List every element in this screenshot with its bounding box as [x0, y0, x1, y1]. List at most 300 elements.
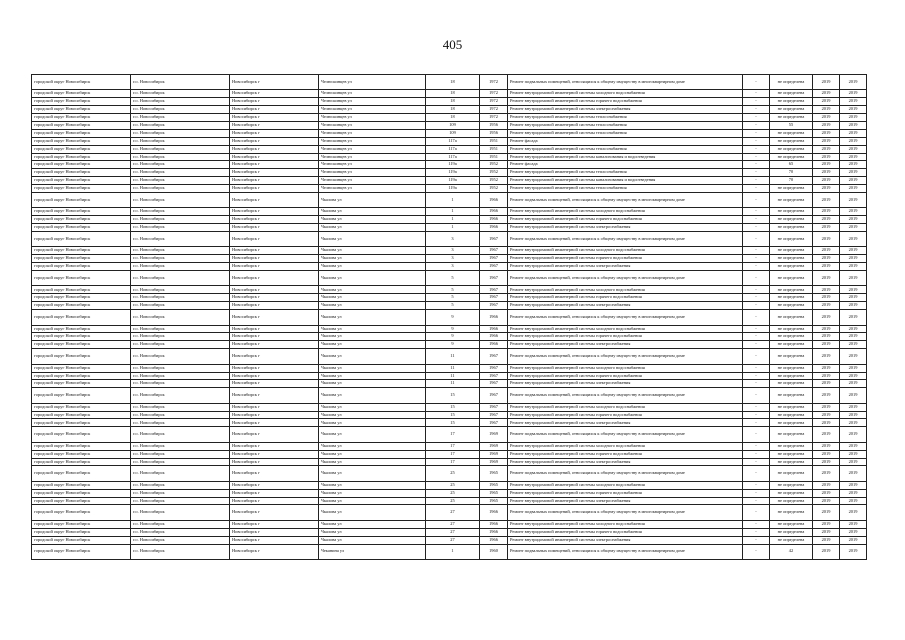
cell-work-type: Ремонт внутридомовой инженерной системы электроснабжения — [508, 419, 743, 427]
cell-locality: Новосибирск г — [230, 121, 319, 129]
cell-start-year: 2019 — [813, 263, 840, 271]
cell-municipality: городской округ Новосибирск — [32, 427, 131, 442]
cell-municipality: городской округ Новосибирск — [32, 364, 131, 372]
capital-repair-table — [31, 74, 867, 560]
cell-locality: Новосибирск г — [230, 450, 319, 458]
cell-municipality: городской округ Новосибирск — [32, 129, 131, 137]
cell-end-year: 2019 — [840, 520, 867, 528]
cell-street: Чкалова ул — [319, 411, 426, 419]
cell-street: Чкалова ул — [319, 263, 426, 271]
cell-cost: не определена — [770, 208, 813, 216]
cell-locality: Новосибирск г — [230, 129, 319, 137]
table-row — [32, 169, 867, 177]
cell-work-type: Ремонт внутридомовой инженерной системы электроснабжения — [508, 458, 743, 466]
cell-cost: не определена — [770, 427, 813, 442]
cell-locality: Новосибирск г — [230, 106, 319, 114]
cell-build-year: 1967 — [480, 380, 508, 388]
cell-cost: не определена — [770, 185, 813, 193]
cell-settlement-area: г.о. Новосибирск — [131, 341, 230, 349]
cell-start-year: 2019 — [813, 129, 840, 137]
cell-house-number: 17 — [426, 450, 480, 458]
cell-locality: Новосибирск г — [230, 224, 319, 232]
cell-build-year: 1952 — [480, 161, 508, 169]
table-row — [32, 544, 867, 559]
cell-cost: 42 — [770, 544, 813, 559]
cell-locality: Новосибирск г — [230, 192, 319, 207]
cell-end-year: 2019 — [840, 536, 867, 544]
cell-build-year: 1966 — [480, 341, 508, 349]
cell-house-number: 11 — [426, 349, 480, 364]
cell-cost: не определена — [770, 286, 813, 294]
cell-locality: Новосибирск г — [230, 325, 319, 333]
cell-house-number: 119а — [426, 169, 480, 177]
table-row — [32, 271, 867, 286]
cell-locality: Новосибирск г — [230, 161, 319, 169]
cell-dash: - — [743, 114, 770, 122]
cell-work-type: Ремонт подвальных помещений, относящихся к общему имуществу в многоквартирном доме — [508, 271, 743, 286]
cell-cost: не определена — [770, 145, 813, 153]
table-row — [32, 536, 867, 544]
cell-start-year: 2019 — [813, 450, 840, 458]
table-row — [32, 286, 867, 294]
cell-settlement-area: г.о. Новосибирск — [131, 325, 230, 333]
cell-settlement-area: г.о. Новосибирск — [131, 247, 230, 255]
cell-start-year: 2019 — [813, 98, 840, 106]
cell-start-year: 2019 — [813, 536, 840, 544]
cell-end-year: 2019 — [840, 349, 867, 364]
cell-street: Чкалова ул — [319, 310, 426, 325]
cell-cost: не определена — [770, 310, 813, 325]
table-row — [32, 419, 867, 427]
cell-end-year: 2019 — [840, 263, 867, 271]
cell-work-type: Ремонт подвальных помещений, относящихся к общему имуществу в многоквартирном доме — [508, 544, 743, 559]
cell-build-year: 1952 — [480, 169, 508, 177]
cell-work-type: Ремонт внутридомовой инженерной системы горячего водоснабжения — [508, 98, 743, 106]
cell-municipality: городской округ Новосибирск — [32, 481, 131, 489]
cell-build-year: 1966 — [480, 208, 508, 216]
cell-settlement-area: г.о. Новосибирск — [131, 388, 230, 403]
cell-dash: - — [743, 372, 770, 380]
table-row — [32, 106, 867, 114]
table-row — [32, 153, 867, 161]
cell-settlement-area: г.о. Новосибирск — [131, 145, 230, 153]
table-row — [32, 333, 867, 341]
cell-build-year: 1965 — [480, 497, 508, 505]
cell-dash: - — [743, 185, 770, 193]
cell-settlement-area: г.о. Новосибирск — [131, 192, 230, 207]
cell-municipality: городской округ Новосибирск — [32, 302, 131, 310]
cell-work-type: Ремонт внутридомовой инженерной системы холодного водоснабжения — [508, 325, 743, 333]
cell-dash: - — [743, 341, 770, 349]
cell-start-year: 2019 — [813, 310, 840, 325]
cell-settlement-area: г.о. Новосибирск — [131, 224, 230, 232]
cell-street: Чкалова ул — [319, 349, 426, 364]
cell-work-type: Ремонт внутридомовой инженерной системы холодного водоснабжения — [508, 90, 743, 98]
cell-build-year: 1966 — [480, 216, 508, 224]
cell-locality: Новосибирск г — [230, 98, 319, 106]
cell-work-type: Ремонт внутридомовой инженерной системы электроснабжения — [508, 536, 743, 544]
cell-start-year: 2019 — [813, 145, 840, 153]
cell-start-year: 2019 — [813, 388, 840, 403]
cell-cost: не определена — [770, 403, 813, 411]
cell-settlement-area: г.о. Новосибирск — [131, 271, 230, 286]
cell-start-year: 2019 — [813, 325, 840, 333]
cell-municipality: городской округ Новосибирск — [32, 90, 131, 98]
cell-build-year: 1969 — [480, 458, 508, 466]
cell-house-number: 3 — [426, 263, 480, 271]
cell-locality: Новосибирск г — [230, 247, 319, 255]
cell-house-number: 15 — [426, 403, 480, 411]
cell-settlement-area: г.о. Новосибирск — [131, 450, 230, 458]
cell-house-number: 109 — [426, 129, 480, 137]
table-row — [32, 216, 867, 224]
cell-end-year: 2019 — [840, 325, 867, 333]
cell-street: Чкалова ул — [319, 364, 426, 372]
cell-house-number: 11 — [426, 380, 480, 388]
cell-work-type: Ремонт подвальных помещений, относящихся к общему имуществу в многоквартирном доме — [508, 192, 743, 207]
cell-house-number: 119а — [426, 177, 480, 185]
cell-locality: Новосибирск г — [230, 427, 319, 442]
cell-street: Чкалова ул — [319, 489, 426, 497]
cell-municipality: городской округ Новосибирск — [32, 450, 131, 458]
cell-build-year: 1967 — [480, 271, 508, 286]
cell-locality: Новосибирск г — [230, 466, 319, 481]
cell-cost: не определена — [770, 153, 813, 161]
cell-locality: Новосибирск г — [230, 364, 319, 372]
cell-municipality: городской округ Новосибирск — [32, 263, 131, 271]
cell-settlement-area: г.о. Новосибирск — [131, 333, 230, 341]
cell-cost: не определена — [770, 450, 813, 458]
cell-locality: Новосибирск г — [230, 153, 319, 161]
cell-house-number: 25 — [426, 481, 480, 489]
cell-street: Чкалова ул — [319, 224, 426, 232]
cell-work-type: Ремонт подвальных помещений, относящихся к общему имуществу в многоквартирном доме — [508, 505, 743, 520]
cell-municipality: городской округ Новосибирск — [32, 341, 131, 349]
cell-municipality: городской округ Новосибирск — [32, 192, 131, 207]
cell-municipality: городской округ Новосибирск — [32, 310, 131, 325]
cell-dash: - — [743, 536, 770, 544]
cell-dash: - — [743, 247, 770, 255]
cell-house-number: 9 — [426, 310, 480, 325]
cell-end-year: 2019 — [840, 458, 867, 466]
cell-municipality: городской округ Новосибирск — [32, 349, 131, 364]
cell-settlement-area: г.о. Новосибирск — [131, 427, 230, 442]
cell-house-number: 27 — [426, 520, 480, 528]
cell-dash: - — [743, 380, 770, 388]
cell-street: Челюскинцев ул — [319, 169, 426, 177]
cell-work-type: Ремонт внутридомовой инженерной системы горячего водоснабжения — [508, 528, 743, 536]
cell-locality: Новосибирск г — [230, 419, 319, 427]
cell-street: Челюскинцев ул — [319, 161, 426, 169]
cell-dash: - — [743, 177, 770, 185]
cell-locality: Новосибирск г — [230, 388, 319, 403]
cell-municipality: городской округ Новосибирск — [32, 325, 131, 333]
cell-work-type: Ремонт внутридомовой инженерной системы электроснабжения — [508, 497, 743, 505]
cell-start-year: 2019 — [813, 153, 840, 161]
cell-end-year: 2019 — [840, 177, 867, 185]
cell-locality: Новосибирск г — [230, 442, 319, 450]
cell-start-year: 2019 — [813, 255, 840, 263]
cell-settlement-area: г.о. Новосибирск — [131, 380, 230, 388]
cell-house-number: 1 — [426, 216, 480, 224]
cell-work-type: Ремонт внутридомовой инженерной системы теплоснабжения — [508, 121, 743, 129]
cell-work-type: Ремонт внутридомовой инженерной системы теплоснабжения — [508, 185, 743, 193]
cell-street: Чкалова ул — [319, 286, 426, 294]
table-row — [32, 185, 867, 193]
cell-locality: Новосибирск г — [230, 372, 319, 380]
cell-work-type: Ремонт внутридомовой инженерной системы горячего водоснабжения — [508, 333, 743, 341]
cell-municipality: городской округ Новосибирск — [32, 271, 131, 286]
cell-dash: - — [743, 325, 770, 333]
cell-work-type: Ремонт подвальных помещений, относящихся к общему имуществу в многоквартирном доме — [508, 310, 743, 325]
cell-municipality: городской округ Новосибирск — [32, 497, 131, 505]
cell-house-number: 117а — [426, 145, 480, 153]
cell-locality: Новосибирск г — [230, 481, 319, 489]
cell-start-year: 2019 — [813, 192, 840, 207]
cell-dash: - — [743, 489, 770, 497]
cell-locality: Новосибирск г — [230, 232, 319, 247]
cell-street: Чкалова ул — [319, 372, 426, 380]
cell-street: Челюскинцев ул — [319, 75, 426, 90]
cell-house-number: 5 — [426, 294, 480, 302]
cell-cost: не определена — [770, 247, 813, 255]
cell-start-year: 2019 — [813, 208, 840, 216]
cell-build-year: 1967 — [480, 372, 508, 380]
cell-build-year: 1966 — [480, 536, 508, 544]
cell-dash: - — [743, 466, 770, 481]
cell-cost: не определена — [770, 481, 813, 489]
cell-dash: - — [743, 427, 770, 442]
cell-house-number: 27 — [426, 528, 480, 536]
cell-house-number: 18 — [426, 106, 480, 114]
cell-street: Чкалова ул — [319, 325, 426, 333]
cell-start-year: 2019 — [813, 177, 840, 185]
cell-settlement-area: г.о. Новосибирск — [131, 177, 230, 185]
cell-work-type: Ремонт внутридомовой инженерной системы холодного водоснабжения — [508, 520, 743, 528]
cell-street: Чкалова ул — [319, 341, 426, 349]
cell-dash: - — [743, 544, 770, 559]
cell-house-number: 5 — [426, 302, 480, 310]
cell-settlement-area: г.о. Новосибирск — [131, 90, 230, 98]
cell-locality: Новосибирск г — [230, 497, 319, 505]
cell-settlement-area: г.о. Новосибирск — [131, 137, 230, 145]
cell-build-year: 1967 — [480, 255, 508, 263]
cell-municipality: городской округ Новосибирск — [32, 208, 131, 216]
cell-dash: - — [743, 90, 770, 98]
cell-settlement-area: г.о. Новосибирск — [131, 403, 230, 411]
cell-work-type: Ремонт внутридомовой инженерной системы холодного водоснабжения — [508, 286, 743, 294]
table-row — [32, 161, 867, 169]
cell-build-year: 1956 — [480, 121, 508, 129]
cell-settlement-area: г.о. Новосибирск — [131, 442, 230, 450]
cell-end-year: 2019 — [840, 192, 867, 207]
cell-end-year: 2019 — [840, 153, 867, 161]
table-row — [32, 177, 867, 185]
cell-locality: Новосибирск г — [230, 489, 319, 497]
cell-end-year: 2019 — [840, 372, 867, 380]
cell-end-year: 2019 — [840, 129, 867, 137]
cell-work-type: Ремонт внутридомовой инженерной системы теплоснабжения — [508, 145, 743, 153]
cell-dash: - — [743, 419, 770, 427]
cell-work-type: Ремонт внутридомовой инженерной системы электроснабжения — [508, 380, 743, 388]
cell-end-year: 2019 — [840, 169, 867, 177]
cell-house-number: 17 — [426, 427, 480, 442]
cell-house-number: 17 — [426, 442, 480, 450]
cell-locality: Новосибирск г — [230, 263, 319, 271]
cell-municipality: городской округ Новосибирск — [32, 121, 131, 129]
table-row — [32, 232, 867, 247]
cell-cost: не определена — [770, 325, 813, 333]
cell-house-number: 27 — [426, 505, 480, 520]
cell-build-year: 1966 — [480, 310, 508, 325]
cell-build-year: 1972 — [480, 98, 508, 106]
cell-work-type: Ремонт внутридомовой инженерной системы холодного водоснабжения — [508, 208, 743, 216]
cell-dash: - — [743, 137, 770, 145]
cell-start-year: 2019 — [813, 520, 840, 528]
cell-end-year: 2019 — [840, 208, 867, 216]
table-row — [32, 380, 867, 388]
cell-work-type: Ремонт внутридомовой инженерной системы электроснабжения — [508, 341, 743, 349]
cell-house-number: 15 — [426, 411, 480, 419]
cell-locality: Новосибирск г — [230, 114, 319, 122]
cell-locality: Новосибирск г — [230, 271, 319, 286]
cell-street: Челюскинцев ул — [319, 121, 426, 129]
cell-cost: не определена — [770, 255, 813, 263]
cell-locality: Новосибирск г — [230, 90, 319, 98]
cell-work-type: Ремонт внутридомовой инженерной системы горячего водоснабжения — [508, 255, 743, 263]
cell-street: Чкалова ул — [319, 505, 426, 520]
cell-dash: - — [743, 333, 770, 341]
cell-street: Чкалова ул — [319, 208, 426, 216]
cell-cost: не определена — [770, 294, 813, 302]
cell-street: Челюскинцев ул — [319, 106, 426, 114]
cell-settlement-area: г.о. Новосибирск — [131, 372, 230, 380]
table-row — [32, 372, 867, 380]
cell-municipality: городской округ Новосибирск — [32, 75, 131, 90]
cell-end-year: 2019 — [840, 145, 867, 153]
cell-locality: Новосибирск г — [230, 286, 319, 294]
cell-build-year: 1965 — [480, 466, 508, 481]
cell-build-year: 1951 — [480, 137, 508, 145]
table-row — [32, 458, 867, 466]
cell-locality: Новосибирск г — [230, 505, 319, 520]
cell-street: Чкалова ул — [319, 450, 426, 458]
cell-street: Чкалова ул — [319, 497, 426, 505]
cell-end-year: 2019 — [840, 137, 867, 145]
cell-cost: не определена — [770, 372, 813, 380]
cell-work-type: Ремонт фасада — [508, 161, 743, 169]
table-row — [32, 442, 867, 450]
cell-dash: - — [743, 497, 770, 505]
cell-settlement-area: г.о. Новосибирск — [131, 98, 230, 106]
table-row — [32, 208, 867, 216]
cell-street: Чкалова ул — [319, 302, 426, 310]
cell-municipality: городской округ Новосибирск — [32, 536, 131, 544]
table-row — [32, 90, 867, 98]
cell-end-year: 2019 — [840, 411, 867, 419]
cell-cost: 70 — [770, 169, 813, 177]
cell-start-year: 2019 — [813, 137, 840, 145]
cell-house-number: 119а — [426, 161, 480, 169]
cell-end-year: 2019 — [840, 380, 867, 388]
cell-dash: - — [743, 528, 770, 536]
cell-start-year: 2019 — [813, 106, 840, 114]
cell-build-year: 1951 — [480, 145, 508, 153]
cell-street: Чкалова ул — [319, 255, 426, 263]
cell-cost: не определена — [770, 520, 813, 528]
cell-end-year: 2019 — [840, 98, 867, 106]
cell-end-year: 2019 — [840, 442, 867, 450]
cell-dash: - — [743, 310, 770, 325]
cell-work-type: Ремонт внутридомовой инженерной системы канализования и водоотведения — [508, 153, 743, 161]
cell-locality: Новосибирск г — [230, 544, 319, 559]
cell-settlement-area: г.о. Новосибирск — [131, 208, 230, 216]
cell-locality: Новосибирск г — [230, 349, 319, 364]
cell-municipality: городской округ Новосибирск — [32, 255, 131, 263]
cell-house-number: 9 — [426, 325, 480, 333]
cell-settlement-area: г.о. Новосибирск — [131, 169, 230, 177]
cell-house-number: 11 — [426, 364, 480, 372]
cell-end-year: 2019 — [840, 271, 867, 286]
cell-cost: не определена — [770, 536, 813, 544]
cell-end-year: 2019 — [840, 106, 867, 114]
cell-municipality: городской округ Новосибирск — [32, 333, 131, 341]
cell-work-type: Ремонт подвальных помещений, относящихся к общему имуществу в многоквартирном доме — [508, 232, 743, 247]
cell-start-year: 2019 — [813, 419, 840, 427]
cell-municipality: городской округ Новосибирск — [32, 232, 131, 247]
table-row — [32, 388, 867, 403]
cell-start-year: 2019 — [813, 232, 840, 247]
cell-dash: - — [743, 388, 770, 403]
cell-start-year: 2019 — [813, 466, 840, 481]
cell-street: Челюскинцев ул — [319, 98, 426, 106]
cell-end-year: 2019 — [840, 255, 867, 263]
cell-end-year: 2019 — [840, 341, 867, 349]
cell-settlement-area: г.о. Новосибирск — [131, 106, 230, 114]
table-row — [32, 247, 867, 255]
cell-cost: не определена — [770, 497, 813, 505]
cell-end-year: 2019 — [840, 161, 867, 169]
cell-cost: не определена — [770, 442, 813, 450]
cell-dash: - — [743, 232, 770, 247]
cell-street: Чкалова ул — [319, 333, 426, 341]
cell-end-year: 2019 — [840, 224, 867, 232]
cell-dash: - — [743, 98, 770, 106]
cell-start-year: 2019 — [813, 489, 840, 497]
cell-municipality: городской округ Новосибирск — [32, 380, 131, 388]
cell-dash: - — [743, 106, 770, 114]
cell-settlement-area: г.о. Новосибирск — [131, 419, 230, 427]
cell-end-year: 2019 — [840, 466, 867, 481]
cell-house-number: 109 — [426, 121, 480, 129]
cell-work-type: Ремонт внутридомовой инженерной системы горячего водоснабжения — [508, 411, 743, 419]
table-row — [32, 75, 867, 90]
cell-cost: не определена — [770, 458, 813, 466]
cell-street: Челюскинцев ул — [319, 177, 426, 185]
cell-build-year: 1969 — [480, 450, 508, 458]
cell-settlement-area: г.о. Новосибирск — [131, 286, 230, 294]
cell-end-year: 2019 — [840, 333, 867, 341]
table-row — [32, 145, 867, 153]
table-row — [32, 98, 867, 106]
cell-end-year: 2019 — [840, 310, 867, 325]
cell-street: Чкалова ул — [319, 192, 426, 207]
cell-end-year: 2019 — [840, 481, 867, 489]
cell-build-year: 1967 — [480, 411, 508, 419]
cell-settlement-area: г.о. Новосибирск — [131, 232, 230, 247]
cell-street: Челюскинцев ул — [319, 129, 426, 137]
cell-work-type: Ремонт внутридомовой инженерной системы теплоснабжения — [508, 114, 743, 122]
